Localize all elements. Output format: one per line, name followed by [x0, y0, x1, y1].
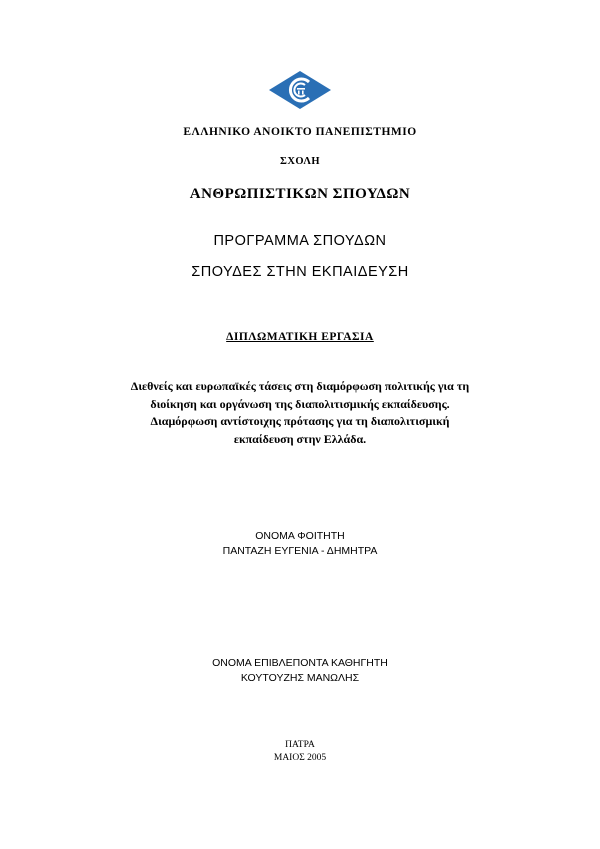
thesis-title [90, 378, 510, 448]
thesis-title-line: Διεθνείς και ευρωπαϊκές τάσεις στη διαμόρφωση πολιτικής για τη [130, 379, 470, 393]
date: ΜΑΙΟΣ 2005 [273, 753, 327, 763]
university-name: ΕΛΛΗΝΙΚΟ ΑΝΟΙΚΤΟ ΠΑΝΕΠΙΣΤΗΜΙΟ [183, 126, 417, 138]
program-name: ΣΠΟΥΔΕΣ ΣΤΗΝ ΕΚΠΑΙΔΕΥΣΗ [191, 264, 409, 280]
student-name: ΠΑΝΤΑΖΗ ΕΥΓΕΝΙΑ - ΔΗΜΗΤΡΑ [222, 545, 378, 557]
supervisor-label: ΟΝΟΜΑ ΕΠΙΒΛΕΠΟΝΤΑ ΚΑΘΗΓΗΤΗ [212, 657, 388, 669]
thesis-title-line: διοίκηση και οργάνωση της διαπολιτισμικής εκπαίδευσης. [150, 396, 450, 411]
city: ΠΑΤΡΑ [285, 740, 315, 750]
thesis-type-heading: ΔΙΠΛΩΜΑΤΙΚΗ ΕΡΓΑΣΙΑ [226, 331, 374, 343]
school-name: ΑΝΘΡΩΠΙΣΤΙΚΩΝ ΣΠΟΥΔΩΝ [189, 186, 411, 202]
thesis-title-line: Διαμόρφωση αντίστοιχης πρότασης για τη διαπολιτισμική [150, 414, 450, 428]
program-label: ΠΡΟΓΡΑΜΜΑ ΣΠΟΥΔΩΝ [213, 233, 387, 249]
student-label: ΟΝΟΜΑ ΦΟΙΤΗΤΗ [255, 530, 345, 542]
supervisor-name: ΚΟΥΤΟΥΖΗΣ ΜΑΝΩΛΗΣ [240, 672, 360, 684]
school-label: ΣΧΟΛΗ [279, 156, 321, 167]
thesis-title-line: εκπαίδευση στην Ελλάδα. [233, 431, 367, 446]
university-logo-icon [268, 70, 332, 110]
